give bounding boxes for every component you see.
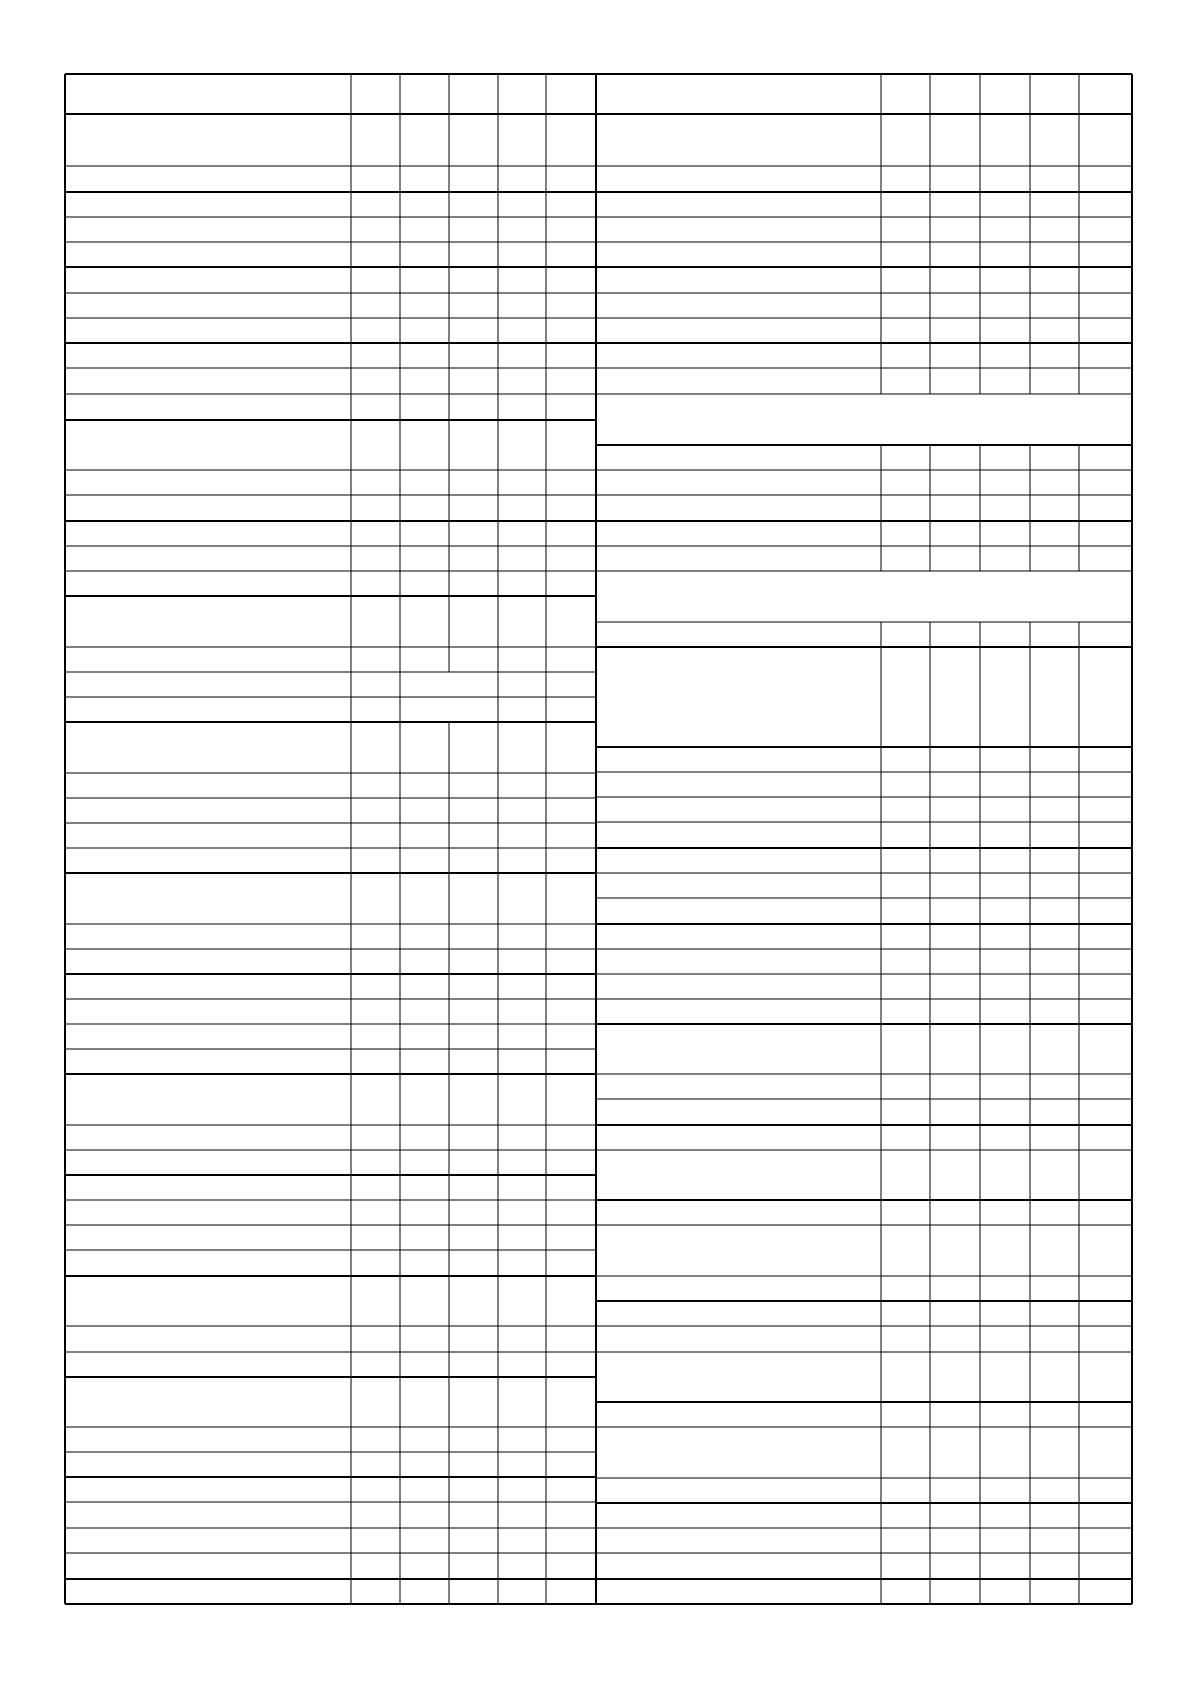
left-table: [65, 74, 596, 1604]
right-table: [596, 74, 1132, 1604]
